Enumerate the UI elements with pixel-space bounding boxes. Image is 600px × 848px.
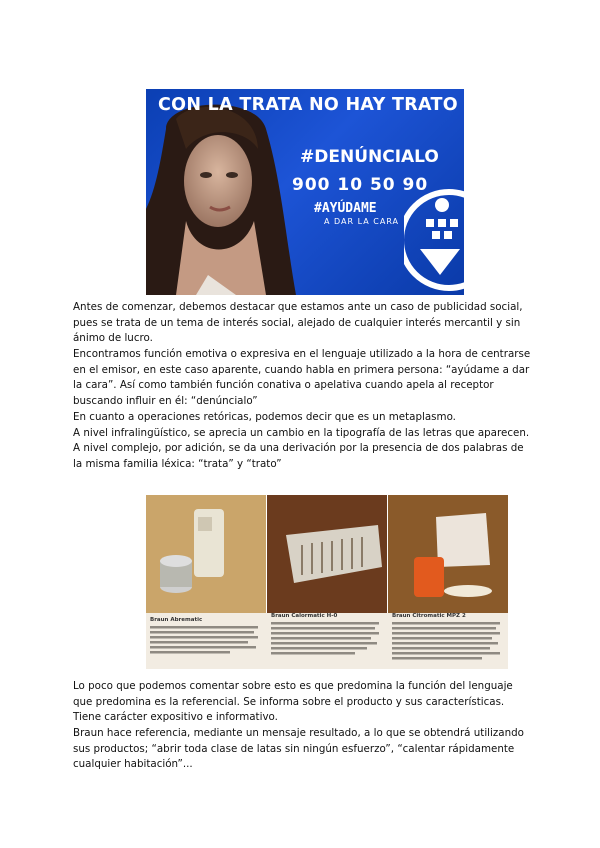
poster-phone-number: 900 10 50 90: [292, 175, 429, 195]
braun-products-ad-photo: [146, 495, 508, 669]
paragraph-emotive-function: Encontramos función emotiva o expresiva en el lenguaje utilizado a la hora de centrarse en el emisor, en este caso aparente, cuando habla en primera persona: “ayúdame a dar la cara”. Así como también función conativa o apelativa cuando apela al receptor buscando influir en él: “denúncialo”: [73, 348, 531, 407]
poster-tagline-subtitle: A DAR LA CARA: [324, 217, 400, 226]
paragraph-referential-function: Lo poco que podemos comentar sobre esto es que predomina la función del lenguaje que predomina es la referencial. Se informa sobre el producto y sus características. Tiene carácter expositivo e informativo.: [73, 680, 513, 724]
paragraph-braun-message: Braun hace referencia, mediante un mensaje resultado, a lo que se obtendrá utilizando sus productos; “abrir toda clase de latas sin ningún esfuerzo”, “calentar rápidamente cualquier habitación”...: [73, 727, 524, 771]
paragraph-complex-level: A nivel complejo, por adición, se da una derivación por la presencia de dos palabras de la misma familia léxica: “trata” y “trato”: [73, 442, 524, 470]
ad-caption-citromatic: Braun Citromatic MPZ 2: [392, 613, 466, 619]
ad-caption-calormatic: Braun Calormatic H-0: [271, 613, 338, 619]
poster-hashtag: #DENÚNCIALO: [300, 147, 439, 167]
police-emblem-icon: [404, 185, 464, 295]
ad-caption-abrematic: Braun Abrematic: [150, 617, 203, 623]
poster-title: CON LA TRATA NO HAY TRATO: [158, 95, 458, 115]
paragraph-infralinguistic: A nivel infralingüístico, se aprecia un cambio en la tipografía de las letras que aparecen.: [73, 427, 530, 439]
campaign-poster: [146, 89, 464, 295]
poster-tagline-hashtag: #AYÚDAME: [314, 201, 377, 216]
paragraph-intro: Antes de comenzar, debemos destacar que estamos ante un caso de publicidad social, pues se trata de un tema de interés social, alejado de cualquier interés mercantil y sin ánimo de lucro.: [73, 301, 523, 345]
paragraph-rhetorical: En cuanto a operaciones retóricas, podemos decir que es un metaplasmo.: [73, 411, 456, 423]
